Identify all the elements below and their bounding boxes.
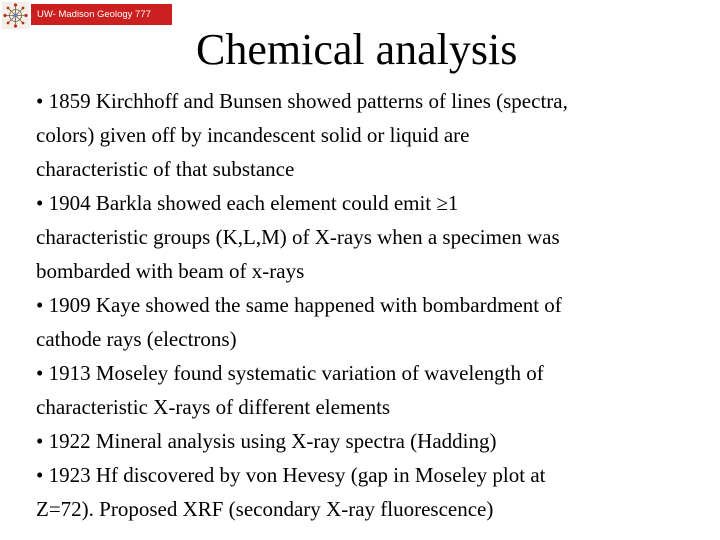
bullet-text-line: • 1923 Hf discovered by von Hevesy (gap in Moseley plot at [36, 463, 546, 487]
list-item [36, 356, 706, 424]
bullet-text-line: Z=72). Proposed XRF (secondary X-ray fluorescence) [36, 497, 494, 521]
list-item [36, 288, 706, 356]
bullet-text-line: bombarded with beam of x-rays [36, 259, 305, 283]
crystal-structure-icon [2, 2, 29, 29]
list-item [36, 458, 706, 526]
bullet-text-line: • 1909 Kaye showed the same happened with bombardment of [36, 293, 562, 317]
bullet-text-line: colors) given off by incandescent solid or liquid are [36, 123, 470, 147]
list-item [36, 84, 706, 186]
bullet-text-line: cathode rays (electrons) [36, 327, 237, 351]
bullet-text-line: • 1922 Mineral analysis using X-ray spectra (Hadding) [36, 429, 497, 453]
course-label: UW- Madison Geology 777 [31, 4, 172, 25]
bullet-text-line: characteristic of that substance [36, 157, 295, 181]
bullet-list [36, 84, 706, 526]
bullet-text-line: • 1859 Kirchhoff and Bunsen showed patterns of lines (spectra, [36, 89, 568, 113]
bullet-text-line: • 1913 Moseley found systematic variation of wavelength of [36, 361, 544, 385]
bullet-text-line: characteristic X-rays of different elements [36, 395, 391, 419]
list-item [36, 186, 706, 288]
page-title: Chemical analysis [196, 25, 518, 74]
bullet-text-line: • 1904 Barkla showed each element could emit ≥1 [36, 191, 459, 215]
list-item [36, 424, 706, 458]
bullet-text-line: characteristic groups (K,L,M) of X-rays when a specimen was [36, 225, 560, 249]
